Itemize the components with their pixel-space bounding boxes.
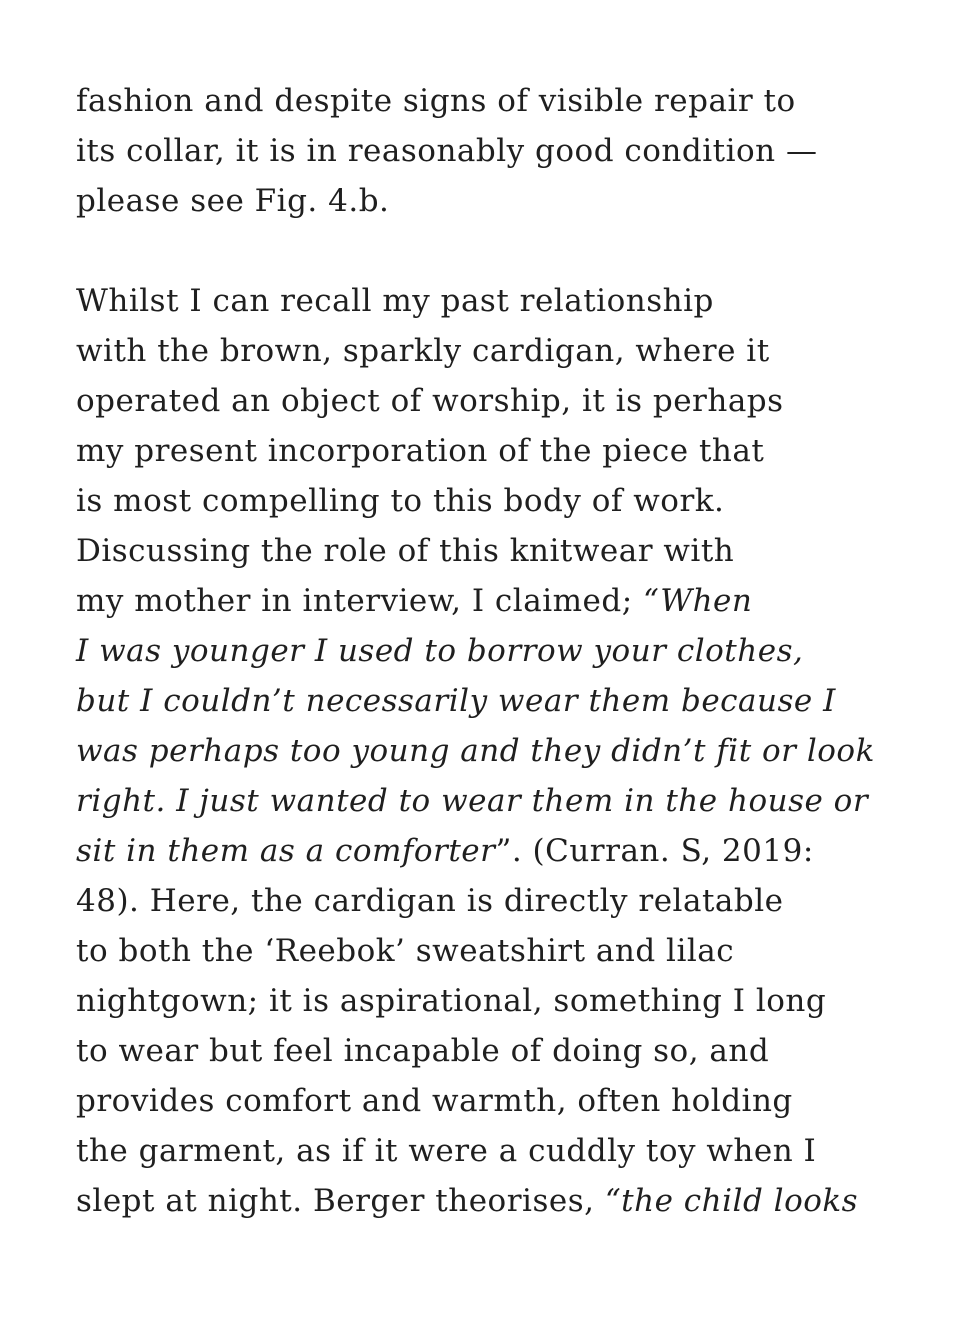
- quote-segment: “When: [643, 583, 753, 619]
- quote-segment: “the child looks: [604, 1183, 859, 1219]
- quote-line: [76, 676, 926, 726]
- text-line: Whilst I can recall my past relationship: [76, 283, 714, 319]
- text-line: 48). Here, the cardigan is directly relatable: [76, 883, 784, 919]
- quote-segment: but I couldn’t necessarily wear them because I: [76, 683, 836, 719]
- text-line: nightgown; it is aspirational, something I long: [76, 983, 827, 1019]
- text-segment: slept at night. Berger theorises,: [76, 1183, 605, 1219]
- text-line: operated an object of worship, it is perhaps: [76, 383, 784, 419]
- text-line: Discussing the role of this knitwear with: [76, 533, 735, 569]
- quote-segment: right. I just wanted to wear them in the house or: [76, 783, 869, 819]
- text-line: to wear but feel incapable of doing so, and: [76, 1033, 770, 1069]
- quote-segment: I was younger I used to borrow your clothes,: [76, 633, 804, 669]
- quote-line: [76, 776, 926, 826]
- text-line: fashion and despite signs of visible repair to: [76, 83, 796, 119]
- text-line: [76, 826, 926, 876]
- paragraph-1: [76, 76, 926, 226]
- quote-line: [76, 626, 926, 676]
- text-line: [76, 1176, 926, 1226]
- text-line: [76, 576, 926, 626]
- quote-segment: sit in them as a comforter: [76, 833, 496, 869]
- text-line: provides comfort and warmth, often holding: [76, 1083, 793, 1119]
- text-line: is most compelling to this body of work.: [76, 483, 725, 519]
- citation-segment: ”. (Curran. S, 2019:: [495, 833, 814, 869]
- quote-line: [76, 726, 926, 776]
- text-segment: my mother in interview, I claimed;: [76, 583, 643, 619]
- paragraph-2: [76, 276, 926, 1226]
- text-line: my present incorporation of the piece that: [76, 433, 765, 469]
- text-line: with the brown, sparkly cardigan, where it: [76, 333, 770, 369]
- text-line: please see Fig. 4.b.: [76, 183, 390, 219]
- quote-segment: was perhaps too young and they didn’t fit or look: [76, 733, 875, 769]
- document-page: [76, 76, 926, 1226]
- text-line: to both the ‘Reebok’ sweatshirt and lilac: [76, 933, 735, 969]
- paragraph-gap: [76, 226, 926, 276]
- text-line: the garment, as if it were a cuddly toy when I: [76, 1133, 817, 1169]
- text-line: its collar, it is in reasonably good condition —: [76, 133, 818, 169]
